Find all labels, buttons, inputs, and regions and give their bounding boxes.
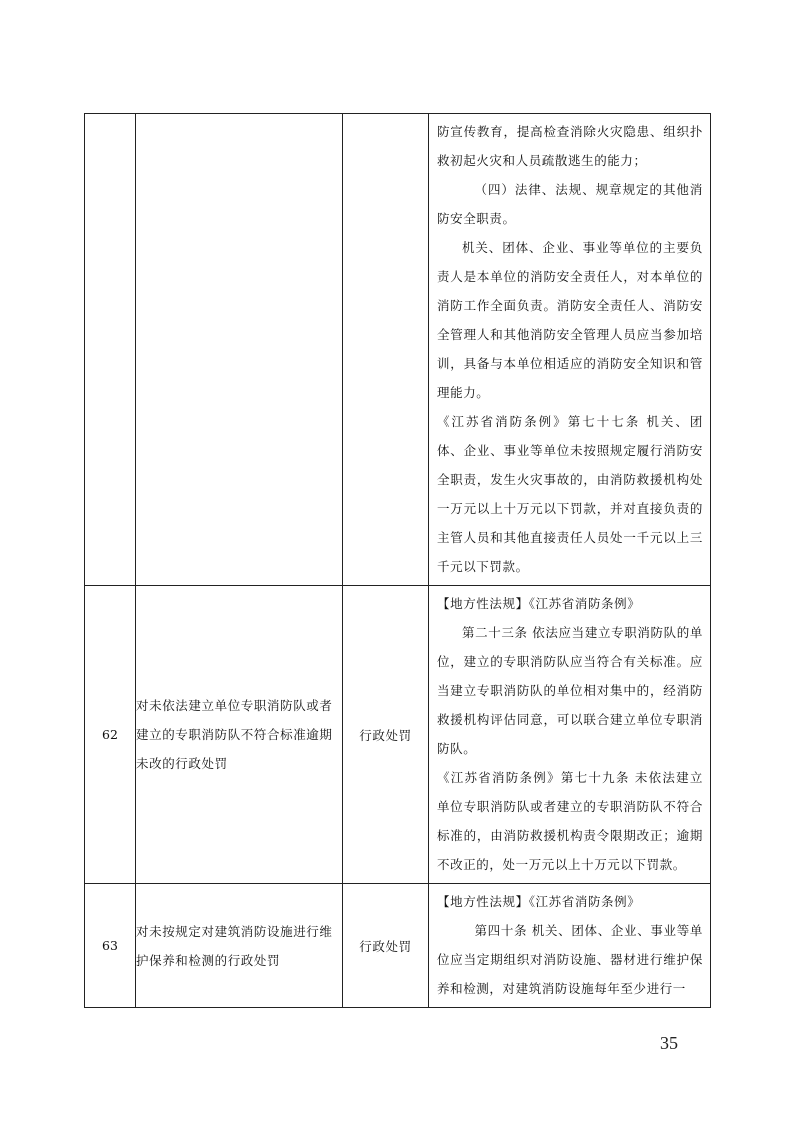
item-type: 行政处罚 bbox=[343, 586, 429, 884]
basis-paragraph: 第二十三条 依法应当建立专职消防队的单位，建立的专职消防队应当符合有关标准。应当建立专职消防队的单位相对集中的，经消防救援机构评估同意，可以联合建立单位专职消防队。 bbox=[437, 625, 703, 756]
legal-basis-cell bbox=[429, 114, 711, 586]
item-name bbox=[136, 114, 343, 586]
basis-paragraph: 第四十条 机关、团体、企业、事业等单位应当定期组织对消防设施、器材进行维护保养和检测，对建筑消防设施每年至少进行一 bbox=[437, 923, 703, 996]
basis-paragraph: 机关、团体、企业、事业等单位的主要负责人是本单位的消防安全责任人，对本单位的消防工作全面负责。消防安全责任人、消防安全管理人和其他消防安全管理人员应当参加培训，具备与本单位相适应的消防安全知识和管理能力。 bbox=[437, 240, 703, 400]
table-row bbox=[85, 884, 711, 1008]
regulation-table bbox=[84, 113, 711, 1008]
basis-paragraph: 《江苏省消防条例》第七十七条 机关、团体、企业、事业等单位未按照规定履行消防安全职责，发生火灾事故的，由消防救援机构处一万元以上十万元以下罚款，并对直接负责的主管人员和其他直接责任人员处一千元以上三千元以下罚款。 bbox=[437, 414, 703, 574]
row-number bbox=[85, 114, 136, 586]
basis-paragraph: （四）法律、法规、规章规定的其他消防安全职责。 bbox=[437, 182, 703, 226]
legal-basis-cell bbox=[429, 586, 711, 884]
basis-heading: 【地方性法规】《江苏省消防条例》 bbox=[437, 596, 641, 611]
table-row bbox=[85, 586, 711, 884]
page-number: 35 bbox=[660, 1033, 678, 1053]
row-number: 62 bbox=[85, 586, 136, 884]
basis-paragraph: 防宣传教育，提高检查消除火灾隐患、组织扑救初起火灾和人员疏散逃生的能力； bbox=[437, 124, 703, 168]
item-name: 对未按规定对建筑消防设施进行维护保养和检测的行政处罚 bbox=[136, 884, 343, 1008]
row-number: 63 bbox=[85, 884, 136, 1008]
item-type bbox=[343, 114, 429, 586]
item-type: 行政处罚 bbox=[343, 884, 429, 1008]
item-name: 对未依法建立单位专职消防队或者建立的专职消防队不符合标准逾期未改的行政处罚 bbox=[136, 586, 343, 884]
basis-paragraph: 《江苏省消防条例》第七十九条 未依法建立单位专职消防队或者建立的专职消防队不符合标准的，由消防救援机构责令限期改正；逾期不改正的，处一万元以上十万元以下罚款。 bbox=[437, 770, 703, 872]
basis-heading: 【地方性法规】《江苏省消防条例》 bbox=[437, 894, 641, 909]
table-row bbox=[85, 114, 711, 586]
legal-basis-cell bbox=[429, 884, 711, 1008]
